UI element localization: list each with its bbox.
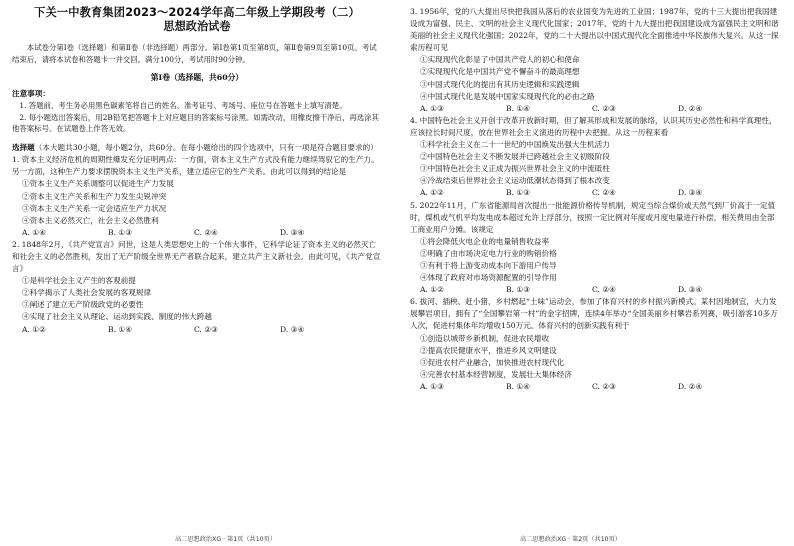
question-option: ②明确了由市场决定电力行业的购销价格: [420, 248, 557, 258]
question-stem: 1. 资本主义经济危机的周期性爆发充分证明两点：一方面，资本主义生产方式没有能力继续驾驭它的生产力。另一方面，这种生产力要求摆脱资本主义生产关系，建立适应它的生产关系。由此可以得到的结论是: [12, 155, 379, 177]
question-option: ①将会降低火电企业的电量销售收益率: [420, 236, 550, 246]
notes-heading: 注意事项：: [12, 88, 50, 98]
choice-b: B. ①④: [506, 103, 531, 113]
choice-d: D. ③④: [678, 285, 703, 295]
choice-b: B. ①④: [506, 381, 531, 391]
right-column: [410, 6, 780, 393]
left-column: [12, 6, 382, 336]
question-option: ③中国式现代化的提出有其历史逻辑和实践逻辑: [420, 79, 580, 89]
question-5: [410, 200, 780, 297]
question-option: ①实现现代化彰显了中国共产党人的初心和使命: [420, 55, 580, 65]
exam-title: 下关一中教育集团2023～2024学年高二年级上学期段考（二）: [34, 6, 360, 19]
choice-a: A. ①②: [420, 188, 444, 198]
question-option: ④实现了社会主义从理论、运动到实践、制度的伟大跨越: [22, 312, 212, 322]
question-option: ①资本主义生产关系调整可以促进生产力发展: [22, 179, 174, 189]
question-option: ④中国式现代化是发展中国家实现现代化的必由之路: [420, 91, 595, 101]
exam-subtitle: 思想政治试卷: [163, 20, 231, 33]
choice-d: D. ③④: [280, 324, 305, 334]
choice-a: A. ①③: [420, 103, 444, 113]
choice-b: B. ①③: [506, 285, 531, 295]
question-option: ③促进农村产业融合，加快推进农村现代化: [420, 357, 565, 367]
question-option: ③有利于将上游变动成本向下游用户传导: [420, 260, 557, 270]
choice-c: C. ②④: [592, 285, 616, 295]
answer-choices: [410, 381, 780, 393]
choice-b: B. ①③: [108, 227, 133, 237]
choice-d: D. ②④: [678, 381, 703, 391]
choice-d: D. ②④: [678, 103, 703, 113]
question-option: ④资本主义必然灭亡，社会主义必然胜利: [22, 215, 159, 225]
section-instructions: （本大题共30小题，每小题2分，共60分。在每小题给出的四个选项中，只有一项是符合题目要求的）: [34, 143, 378, 153]
note-item: 2. 每小题选出答案后，用2B铅笔把答题卡上对应题目的答案标号涂黑。如需改动，用橡皮擦干净后，再选涂其他答案标号。在试题卷上作答无效。: [12, 112, 379, 134]
answer-choices: [12, 324, 382, 336]
page-footer-left: 高二思想政治XG · 第1页（共10页）: [175, 536, 276, 543]
question-option: ①创造以城带乡新机制，促进农民增收: [420, 333, 550, 343]
choice-d: D. ③④: [678, 188, 703, 198]
note-item: 1. 答题前，考生务必用黑色碳素笔将自己的姓名、准考证号、考场号、座位号在答题卡上填写清楚。: [19, 100, 347, 110]
question-stem: 4. 中国特色社会主义开创于改革开放新时期，但了解其形成和发展的脉络，认识其历史必然性和科学真理性，应该拉长时间尺度，放在世界社会主义演进的历程中去把握。从这一历程来看: [410, 115, 777, 137]
choice-c: C. ②④: [194, 227, 218, 237]
question-option: ②提高农民健康水平，推进乡风文明建设: [420, 345, 557, 355]
choice-a: A. ①②: [22, 324, 46, 334]
choice-b: B. ①④: [108, 324, 133, 334]
answer-choices: [410, 284, 780, 296]
question-stem: 3. 1956年，党的八大提出尽快把我国从落后的农业国变为先进的工业国；1987年，党的十三大提出把我国建设成为富强、民主、文明的社会主义现代化国家；2017年，党的十九大提出把我国建设成为富强民主文明和谐美丽的社会主义现代化强国；2022年，党的二十大提出以中国式现代化全面推进中华民族伟大复兴。从这一探索历程可见: [410, 7, 779, 53]
choice-c: C. ②④: [592, 188, 616, 198]
answer-choices: [410, 187, 780, 199]
question-option: ④体现了政府对市场资源配置的引导作用: [420, 273, 557, 283]
question-stem: 2. 1848年2月，《共产党宣言》问世，这是人类思想史上的一个伟大事件，它科学论证了资本主义的必然灭亡和社会主义的必然胜利，发出了无产阶级全世界无产者联合起来，建立共产主义新社会。由此可见，《共产党宣言》: [12, 239, 381, 274]
question-2: [12, 239, 382, 336]
choice-a: A. ①②: [420, 285, 444, 295]
question-option: ②中国特色社会主义不断发展并已跨越社会主义初级阶段: [420, 152, 610, 162]
question-option: ③资本主义生产关系一定会适应生产力状况: [22, 203, 167, 213]
part-one-heading: 第Ⅰ卷（选择题，共60分）: [150, 72, 244, 82]
choice-c: C. ②③: [592, 103, 616, 113]
question-6: [410, 296, 780, 393]
question-4: [410, 115, 780, 200]
question-option: ①科学社会主义在二十一世纪的中国焕发出强大生机活力: [420, 140, 610, 150]
question-option: ②资本主义生产关系和生产力发生尖锐冲突: [22, 191, 167, 201]
question-1: [12, 154, 382, 239]
question-option: ②科学揭示了人类社会发展的客观规律: [22, 288, 152, 298]
choice-c: C. ②③: [592, 381, 616, 391]
question-option: ③阐述了建立无产阶级政党的必要性: [22, 300, 144, 310]
exam-intro: 本试卷分第Ⅰ卷（选择题）和第Ⅱ卷（非选择题）两部分。第Ⅰ卷第1页至第8页，第Ⅱ卷第9页至第10页。考试结束后，请将本试卷和答题卡一并交回。满分100分，考试用时90分钟。: [12, 43, 377, 64]
section-intro: [12, 142, 382, 154]
answer-choices: [410, 103, 780, 115]
question-option: ③中国特色社会主义正成为振兴世界社会主义的中流砥柱: [420, 164, 610, 174]
choice-b: B. ①③: [506, 188, 531, 198]
question-stem: 5. 2022年11月，广东省能源局首次提出一批能源价格传导机制，规定当综合煤价或天然气到厂价高于一定值时，煤机或气机平均发电成本超过允许上浮部分，按照一定比例对年度或月度电量进行补偿，相关费用由全部工商业用户分摊。该规定: [410, 200, 776, 234]
question-option: ④完善农村基本经营制度，发展壮大集体经济: [420, 369, 572, 379]
choice-d: D. ③④: [280, 227, 305, 237]
choice-a: A. ①④: [22, 227, 46, 237]
question-stem: 6. 拔河、插秧、赶小猪，乡村燃起“土味”运动会，参加了体育兴村的乡村振兴新模式。某村因地制宜，大力发展攀岩项目，拥有了“全国攀岩第一村”的金字招牌，连续4年举办“全国美丽乡村攀岩系列赛，吸引游客10多万人次，促进村集体年均增收150万元。体育兴村的创新实践有利于: [410, 297, 778, 331]
choice-a: A. ①③: [420, 381, 444, 391]
question-option: ②实现现代化是中国共产党不懈奋斗的最高理想: [420, 67, 580, 77]
section-heading: 选择题: [12, 143, 35, 153]
question-3: [410, 6, 780, 115]
page-footer-right: 高二思想政治XG · 第2页（共10页）: [520, 536, 621, 543]
question-option: ④冷战结束后世界社会主义运动低潮状态得到了根本改变: [420, 176, 610, 186]
answer-choices: [12, 227, 382, 239]
question-option: ①是科学社会主义产生的客观前提: [22, 276, 136, 286]
choice-c: C. ②③: [194, 324, 218, 334]
